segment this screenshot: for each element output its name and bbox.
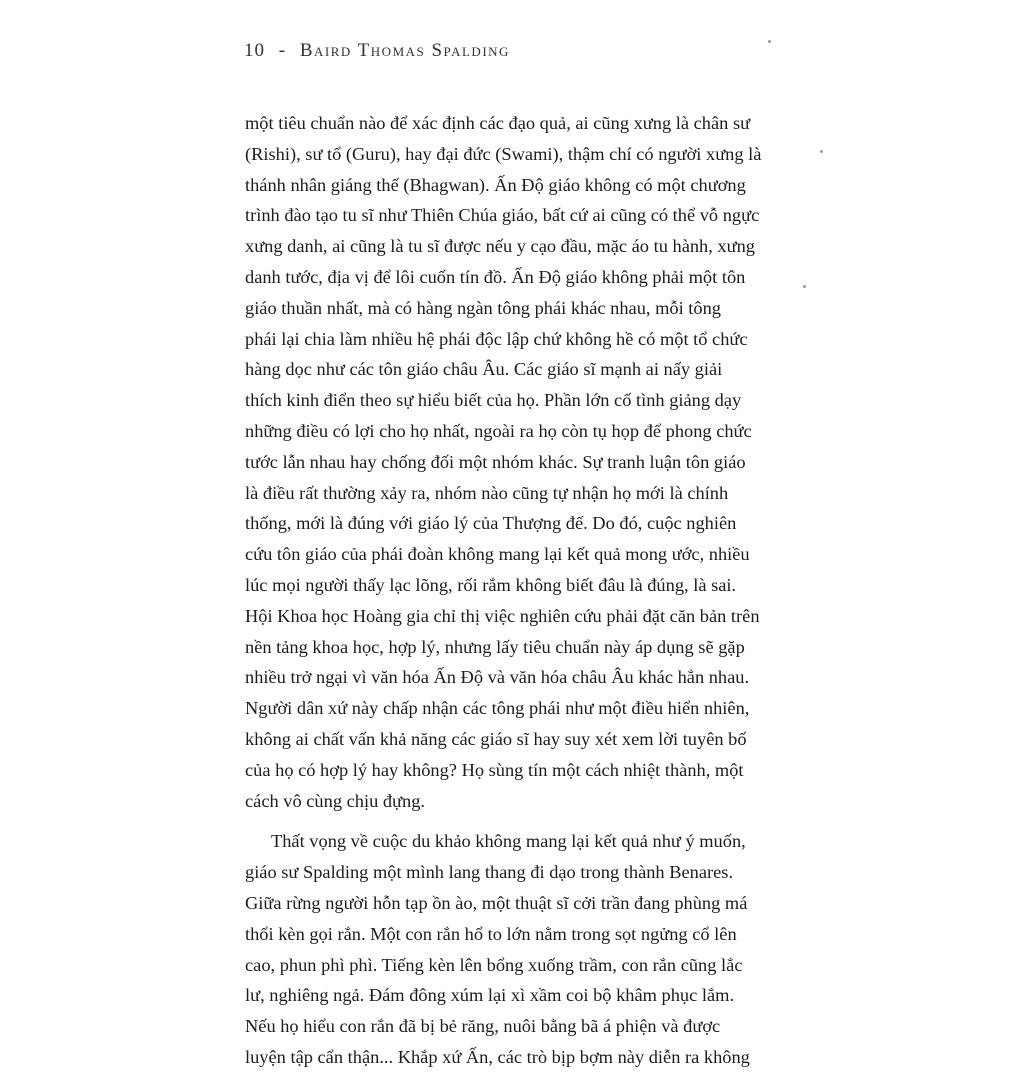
author-name: Baird Thomas Spalding — [299, 40, 510, 61]
text-line: thống, mới là đúng với giáo lý của Thượng đế. Do đó, cuộc nghiên — [245, 513, 737, 534]
text-line: là điều rất thường xảy ra, nhóm nào cũng tự nhận họ mới là chính — [245, 482, 729, 503]
text-line: trình đào tạo tu sĩ như Thiên Chúa giáo, bất cứ ai cũng có thể vỗ ngực — [245, 205, 760, 226]
paper-speck — [803, 285, 806, 288]
text-line: Giữa rừng người hỗn tạp ồn ào, một thuật sĩ cởi trần đang phùng má — [245, 892, 748, 913]
text-line: lúc mọi người thấy lạc lõng, rối rắm không biết đâu là đúng, là sai. — [245, 574, 737, 595]
text-line: thánh nhân giáng thế (Bhagwan). Ấn Độ giáo không có một chương — [245, 174, 746, 195]
text-line: nền tảng khoa học, hợp lý, nhưng lấy tiêu chuẩn này áp dụng sẽ gặp — [245, 636, 745, 657]
paper-speck — [820, 150, 823, 153]
text-line: một tiêu chuẩn nào để xác định các đạo quả, ai cũng xưng là chân sư — [245, 113, 751, 133]
paper-speck — [768, 40, 771, 43]
text-line: những điều có lợi cho họ nhất, ngoài ra họ còn tụ họp để phong chức — [245, 420, 752, 441]
text-line: danh tước, địa vị để lôi cuốn tín đồ. Ấn Độ giáo không phải một tôn — [245, 266, 746, 287]
paragraph — [245, 108, 785, 816]
text-line: Nếu họ hiểu con rắn đã bị bẻ răng, nuôi bằng bã á phiện và được — [245, 1016, 721, 1037]
text-line: cứu tôn giáo của phái đoàn không mang lại kết quả mong ước, nhiều — [245, 544, 750, 565]
body-text — [245, 108, 785, 1073]
text-line: (Rishi), sư tổ (Guru), hay đại đức (Swami), thậm chí có người xưng là — [245, 143, 762, 164]
text-line: giáo sư Spalding một mình lang thang đi dạo trong thành Benares. — [245, 862, 734, 883]
text-line: tước lẫn nhau hay chống đối một nhóm khác. Sự tranh luận tôn giáo — [245, 451, 746, 472]
text-line: xưng danh, ai cũng là tu sĩ được nếu y cạo đầu, mặc áo tu hành, xưng — [245, 236, 755, 257]
text-line: thổi kèn gọi rắn. Một con rắn hổ to lớn nằm trong sọt ngửng cổ lên — [245, 923, 737, 944]
text-line: nhiều trở ngại vì văn hóa Ấn Độ và văn hóa châu Âu khác hẳn nhau. — [245, 667, 750, 688]
text-line: Người dân xứ này chấp nhận các tông phái như một điều hiển nhiên, — [245, 698, 750, 719]
paragraph — [245, 826, 785, 1072]
text-line: của họ có hợp lý hay không? Họ sùng tín một cách nhiệt thành, một — [245, 759, 744, 780]
text-line: phái lại chia làm nhiều hệ phái độc lập chứ không hề có một tổ chức — [245, 328, 748, 349]
paragraph-gap — [245, 816, 785, 826]
page-number: 10 — [244, 40, 265, 61]
text-line: không ai chất vấn khả năng các giáo sĩ hay suy xét xem lời tuyên bố — [245, 728, 747, 749]
text-line: luyện tập cẩn thận... Khắp xứ Ấn, các trò bịp bợm này diễn ra không — [245, 1046, 750, 1067]
text-line: giáo thuần nhất, mà có hàng ngàn tông phái khác nhau, mỗi tông — [245, 297, 722, 318]
text-line: Thất vọng về cuộc du khảo không mang lại kết quả như ý muốn, — [271, 831, 746, 852]
header-separator: - — [278, 40, 287, 61]
text-line: cao, phun phì phì. Tiếng kèn lên bổng xuống trầm, con rắn cũng lắc — [245, 954, 743, 975]
text-line: thích kinh điển theo sự hiểu biết của họ. Phần lớn cố tình giảng dạy — [245, 390, 742, 411]
running-header — [244, 40, 510, 62]
text-line: hàng dọc như các tôn giáo châu Âu. Các giáo sĩ mạnh ai nấy giải — [245, 359, 723, 380]
text-line: cách vô cùng chịu đựng. — [245, 790, 426, 811]
text-line: lư, nghiêng ngả. Đám đông xúm lại xì xầm coi bộ khâm phục lắm. — [245, 985, 735, 1006]
text-line: Hội Khoa học Hoàng gia chỉ thị việc nghiên cứu phải đặt căn bản trên — [245, 605, 760, 626]
